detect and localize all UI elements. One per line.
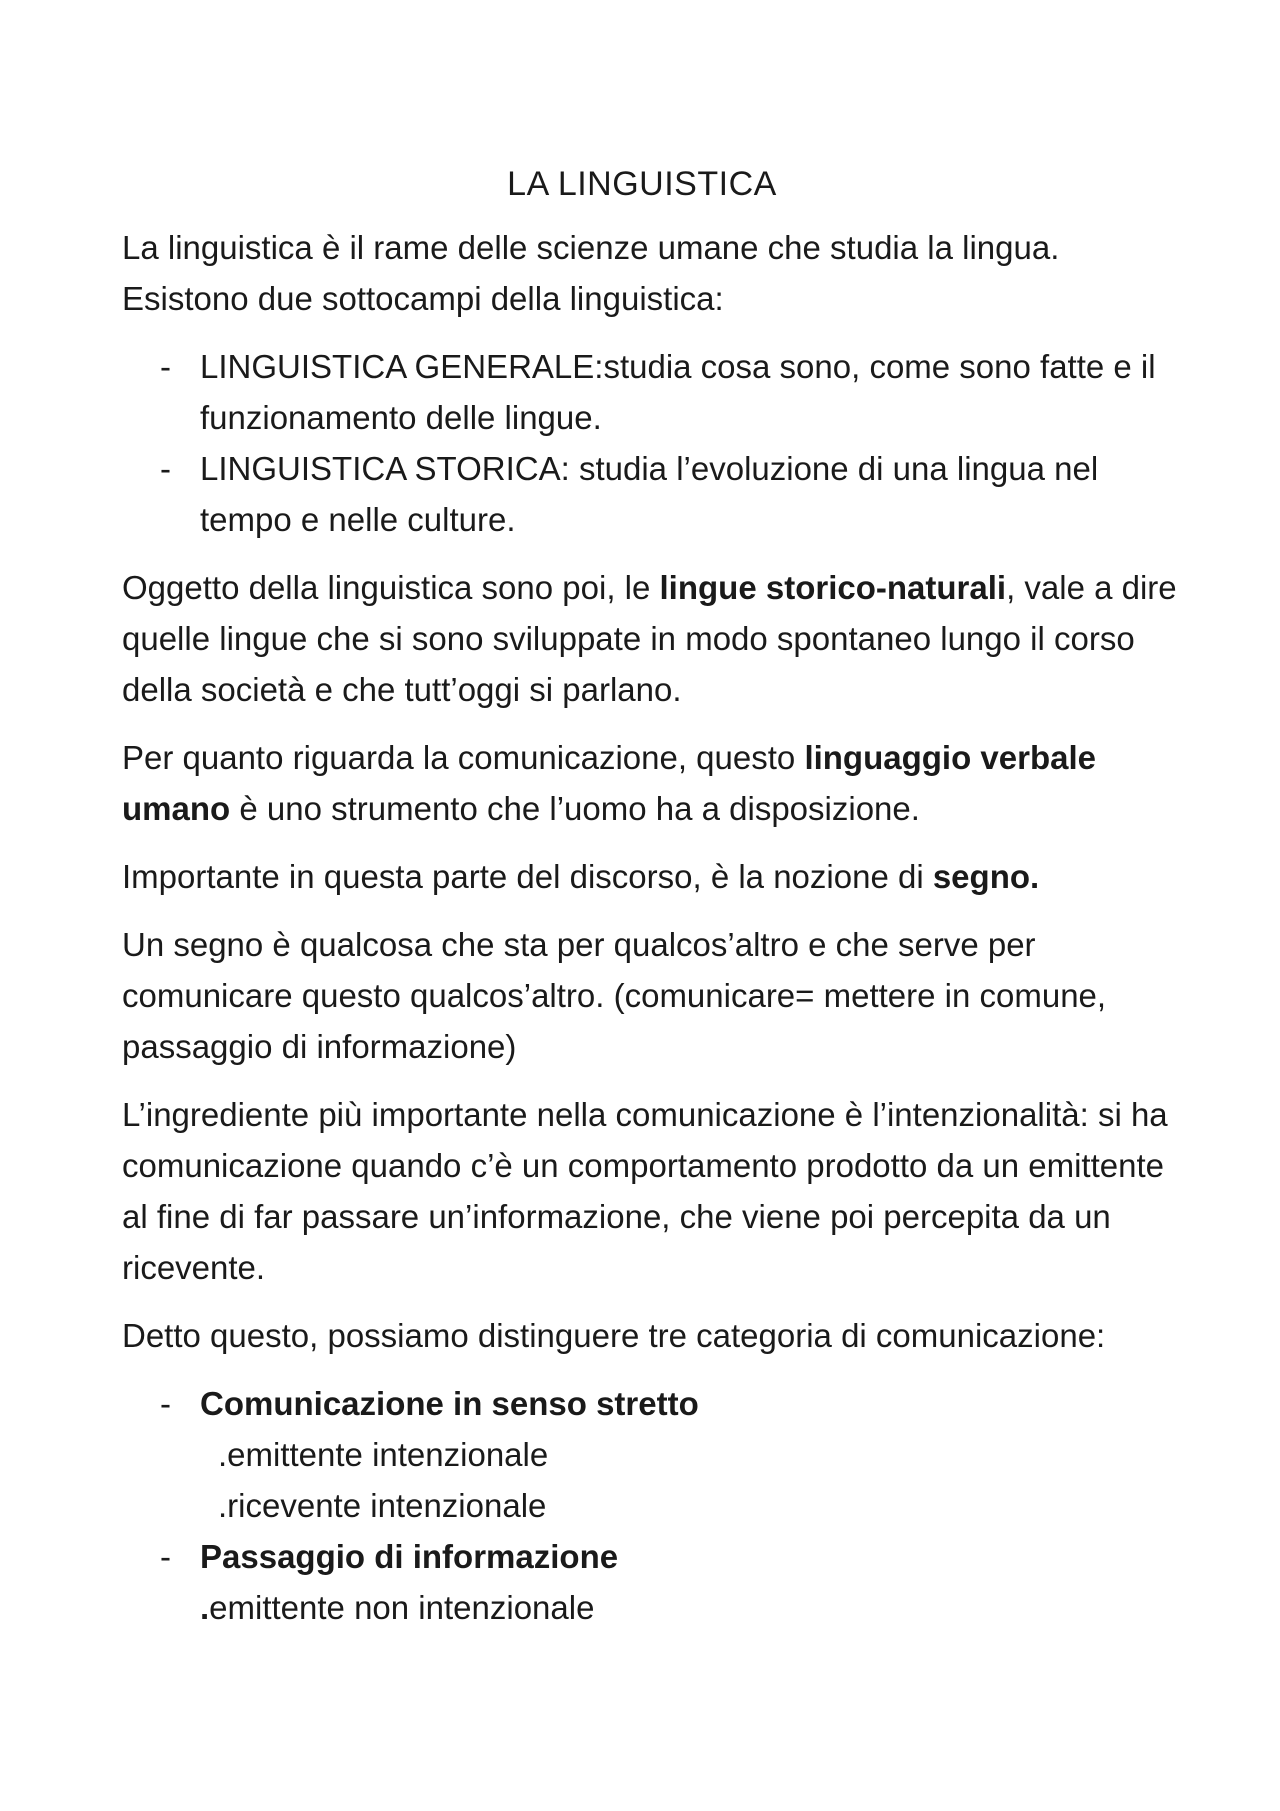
paragraph-detto: Detto questo, possiamo distinguere tre categoria di comunicazione: (122, 1317, 1106, 1354)
category-subitem: .emittente intenzionale (218, 1436, 549, 1473)
text-run: emittente non intenzionale (209, 1589, 595, 1626)
text-run: , vale a dire quelle lingue che si sono sviluppate in modo spontaneo lungo il corso della società e che tutt’oggi si parlano. (122, 569, 1177, 708)
paragraph-oggetto (122, 562, 1182, 715)
category-heading: Passaggio di informazione (200, 1538, 619, 1575)
text-run: Oggetto della linguistica sono poi, le (122, 569, 660, 606)
list-item: - LINGUISTICA STORICA: studia l’evoluzione di una lingua nel tempo e nelle culture. (122, 443, 1182, 545)
paragraph-importante (122, 851, 1182, 902)
category-heading: Comunicazione in senso stretto (200, 1385, 699, 1422)
bullet-dot: . (200, 1589, 210, 1626)
intro-line-2: Esistono due sottocampi della linguistica: (122, 280, 724, 317)
document-page (122, 158, 1182, 1650)
text-run: è uno strumento che l’uomo ha a disposizione. (230, 790, 920, 827)
category-subitem (200, 1582, 1182, 1633)
subfields-list (122, 341, 1182, 545)
paragraph-segno: Un segno è qualcosa che sta per qualcos’altro e che serve per comunicare questo qualcos’altro. (comunicare= mettere in comune, passaggio di informazione) (122, 926, 1107, 1065)
paragraph-ingrediente: L’ingrediente più importante nella comunicazione è l’intenzionalità: si ha comunicazione quando c’è un comportamento prodotto da un emittente al fine di far passare un’informazione, che viene poi percepita da un ricevente. (122, 1096, 1168, 1286)
bold-term: linguaggio verbale umano (122, 739, 1096, 827)
text-run: Per quanto riguarda la comunicazione, questo (122, 739, 805, 776)
page-title: LA LINGUISTICA (507, 165, 777, 203)
list-item: - LINGUISTICA GENERALE:studia cosa sono, come sono fatte e il funzionamento delle lingue. (122, 341, 1182, 443)
bold-term: segno. (932, 858, 1040, 895)
category-item (122, 1378, 1182, 1531)
intro-paragraph (122, 222, 1182, 324)
paragraph-comunicazione (122, 732, 1182, 834)
categories-list (122, 1378, 1182, 1633)
category-item (122, 1531, 1182, 1633)
intro-line-1: La linguistica è il rame delle scienze umane che studia la lingua. (122, 229, 1060, 266)
text-run: Importante in questa parte del discorso, è la nozione di (122, 858, 933, 895)
bold-term: lingue storico-naturali (659, 569, 1007, 606)
category-subitem: .ricevente intenzionale (218, 1487, 547, 1524)
